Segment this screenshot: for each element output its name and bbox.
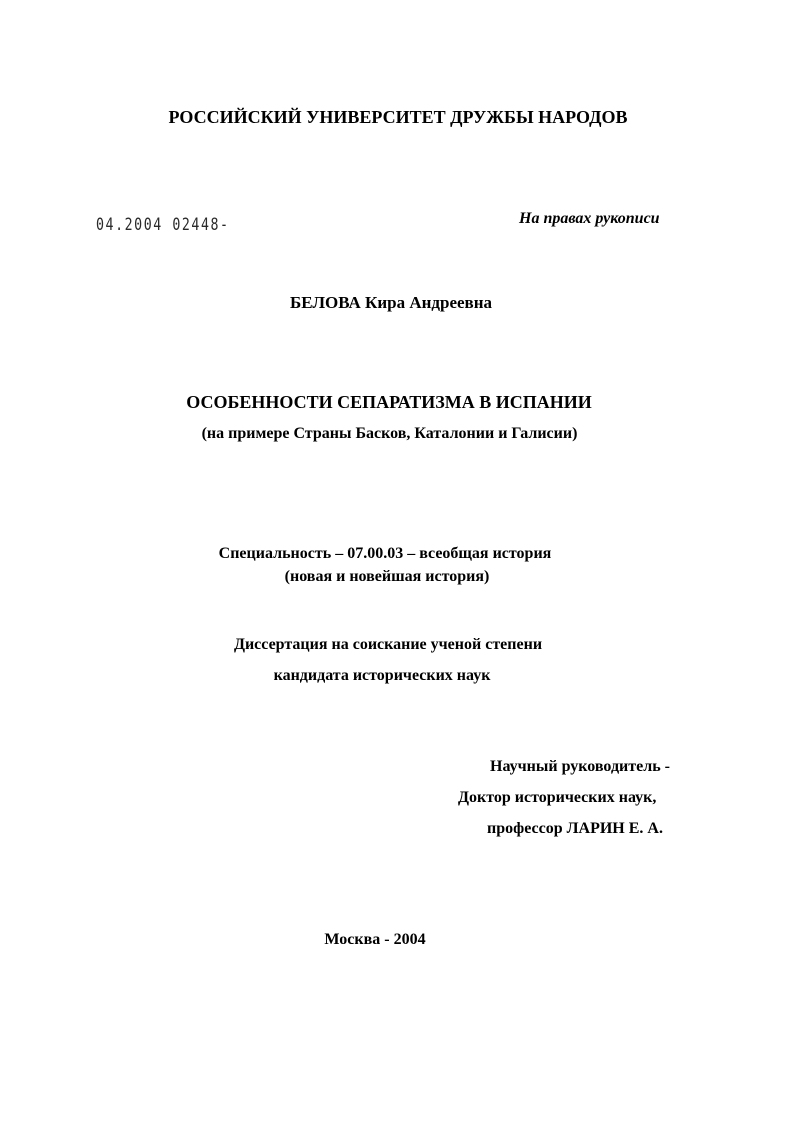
degree-field: кандидата исторических наук [273, 667, 491, 684]
city-year: Москва - 2004 [324, 931, 426, 948]
degree-statement: Диссертация на соискание ученой степени [233, 636, 543, 653]
archive-stamp-code: 04.2004 02448- [96, 215, 230, 235]
manuscript-rights-note: На правах рукописи [519, 210, 660, 227]
dissertation-subtitle: (на примере Страны Басков, Каталонии и Галисии) [201, 425, 578, 442]
specialty-line: Специальность – 07.00.03 – всеобщая история [218, 545, 552, 562]
supervisor-role: Научный руководитель - [490, 758, 670, 775]
supervisor-degree: Доктор исторических наук, [458, 789, 657, 806]
supervisor-name: профессор ЛАРИН Е. А. [487, 820, 663, 837]
author-name: БЕЛОВА Кира Андреевна [289, 293, 493, 312]
university-name: РОССИЙСКИЙ УНИВЕРСИТЕТ ДРУЖБЫ НАРОДОВ [168, 107, 628, 127]
dissertation-title: ОСОБЕННОСТИ СЕПАРАТИЗМА В ИСПАНИИ [186, 392, 592, 412]
specialty-subline: (новая и новейшая история) [284, 568, 490, 585]
